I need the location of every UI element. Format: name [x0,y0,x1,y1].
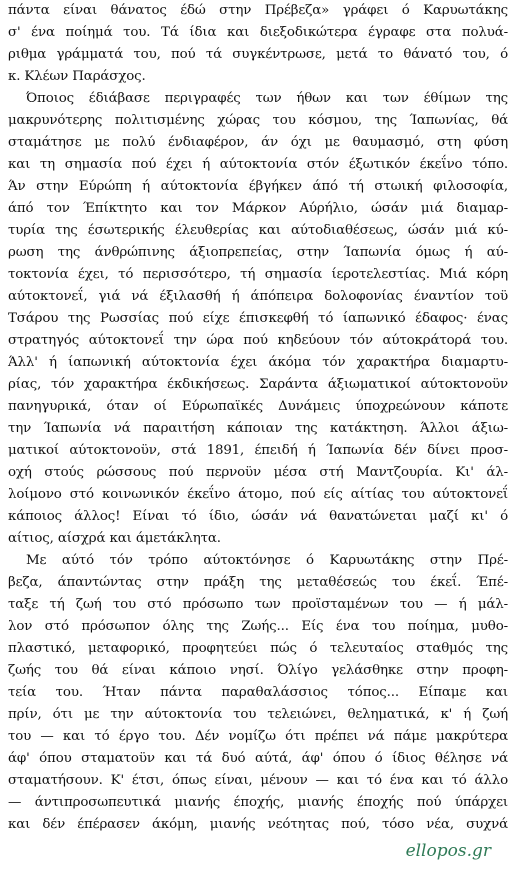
text-line: ρωση της άνθρώπινης άξιοπρεπείας, στην Ίαπωνία όμως ή αύ- [8,245,508,260]
text-line: αύτοκτονεΐ, γιά νά έξιλασθή ή άπόπειρα δολοφονίας έναντίον τοϋ [8,289,508,304]
text-line: κ. Κλέων Παράσχος. [8,69,146,84]
text-line: ρίας, τόν χαρακτήρα έκδικήσεως. Σαράντα άξιωματικοί αύτοκτονοϋν [8,377,508,392]
text-line: οχή στούς ρώσσους πού περνοϋν μέσα στή Μαντζουρία. Κι' άλ- [8,465,508,480]
text-line: ζωής του θά είναι κάποιο νησί. Όλίγο γελάσθηκε στην προφη- [8,663,508,678]
text-line: και δέν έπέρασεν άκόμη, μιανής νεότητας πού, τόσο νέα, συχνά [8,817,508,832]
text-line: αίτιος, αίσχρά και άμετάκλητα. [8,531,221,546]
text-line: άπό τον Έπίκτητο και τον Μάρκον Αύρήλιο, ώσάν μιά διαμαρ- [8,201,508,216]
text-line: στρατηγός αύτοκτονεΐ την ώρα πού κηδεύουν τόν αύτοκράτορά του. [8,333,508,348]
site-watermark: ellopos.gr [405,841,491,861]
text-line: — άντιπροσωπευτικά μιανής έποχής, μιανής έποχής πού ύπάρχει [8,795,508,810]
text-line: Όποιος έδιάβασε περιγραφές των ήθων και των έθίμων της [26,91,508,106]
text-line: κάποιος άλλος! Είναι τό ίδιο, ώσάν νά θανατώνεται μαζί κι' ό [8,509,508,524]
text-line: πανηγυρικά, όταν οί Εύρωπαϊκές Δυνάμεις ύποχρεώνουν κάποτε [8,399,508,414]
text-line: βεζα, άπαντώντας στην πράξη της μεταθέσεώς του έκεΐ. Έπέ- [8,575,508,590]
body-text [8,0,508,836]
text-line: σταμάτησε με πολύ ένδιαφέρον, άν όχι με θαυμασμό, στη φύση [8,135,508,150]
text-line: πάντα είναι θάνατος έδώ στην Πρέβεζα» γράφει ό Καρυωτάκης [8,3,508,18]
text-line: τεία του. Ήταν πάντα παραθαλάσσιος τόπος... Είπαμε και [8,685,508,700]
text-line: Άλλ' ή ίαπωνική αύτοκτονία έχει άκόμα τόν χαρακτήρα διαμαρτυ- [8,355,508,370]
text-line: σταματήσουν. Κ' έτσι, όπως είναι, μένουν — και τό ένα και τό άλλο [8,773,508,788]
text-line: σ' ένα ποίημά του. Τά ίδια και διεξοδικώτερα έγραφε στα πολυά- [8,25,508,40]
text-line: του — και τό έργο του. Δέν νομίζω ότι πρέπει νά πάμε μακρύτερα [8,729,508,744]
text-line: ματικοί αύτοκτονοϋν, στά 1891, έπειδή ή Ίαπωνία δέν δίνει προσ- [8,443,508,458]
text-line: πλαστικό, μεταφορικό, προφητεύει πώς ό τελευταίος σταθμός της [8,641,508,656]
text-line: Άν στην Εύρώπη ή αύτοκτονία έβγήκεν άπό τή στωική φιλοσοφία, [8,179,508,194]
text-line: ριθμα γράμματά του, πού τά συγκέντρωσε, μετά το θάνατό του, ό [8,47,508,62]
text-line: άφ' όπου σταματοϋν και τά δυό αύτά, άφ' όπου ό ίδιος θέλησε νά [8,751,508,766]
text-line: και τη σημασία πού έχει ή αύτοκτονία στόν έξωτικόν έκεΐνο τόπο. [8,157,508,172]
text-line: Με αύτό τόν τρόπο αύτοκτόνησε ό Καρυωτάκης στην Πρέ- [26,553,508,568]
text-line: λον στό πρόσωπον όλης της Ζωής... Είς ένα του ποίημα, μυθο- [8,619,508,634]
text-line: ταξε τή ζωή του στό πρόσωπο των προϊσταμένων του — ή μάλ- [8,597,508,612]
text-line: πρίν, ότι με την αύτοκτονία του τελειώνει, θεληματικά, κ' ή ζωή [8,707,508,722]
text-line: μακρυνότερης πολιτισμένης χώρας του κόσμου, της Ίαπωνίας, θά [8,113,508,128]
text-line: λοίμονο στό κοινωνικόν έκεΐνο άτομο, πού είς αίτίας του αύτοκτονεΐ [8,487,508,502]
text-line: Τσάρου της Ρωσσίας πού είχε έπισκεφθή τό ίαπωνικό έδαφος· ένας [8,311,508,326]
text-line: τυρία της έσωτερικής έλευθερίας και αύτοδιαθέσεως, ώσάν μιά κύ- [8,223,508,238]
text-line: τοκτονία έχει, τό περισσότερο, τή σημασία ίεροτελεστίας. Μιά κόρη [8,267,508,282]
text-line: την Ίαπωνία νά παραιτήση κάποιαν της κατάκτηση. Άλλοι άξιω- [8,421,508,436]
